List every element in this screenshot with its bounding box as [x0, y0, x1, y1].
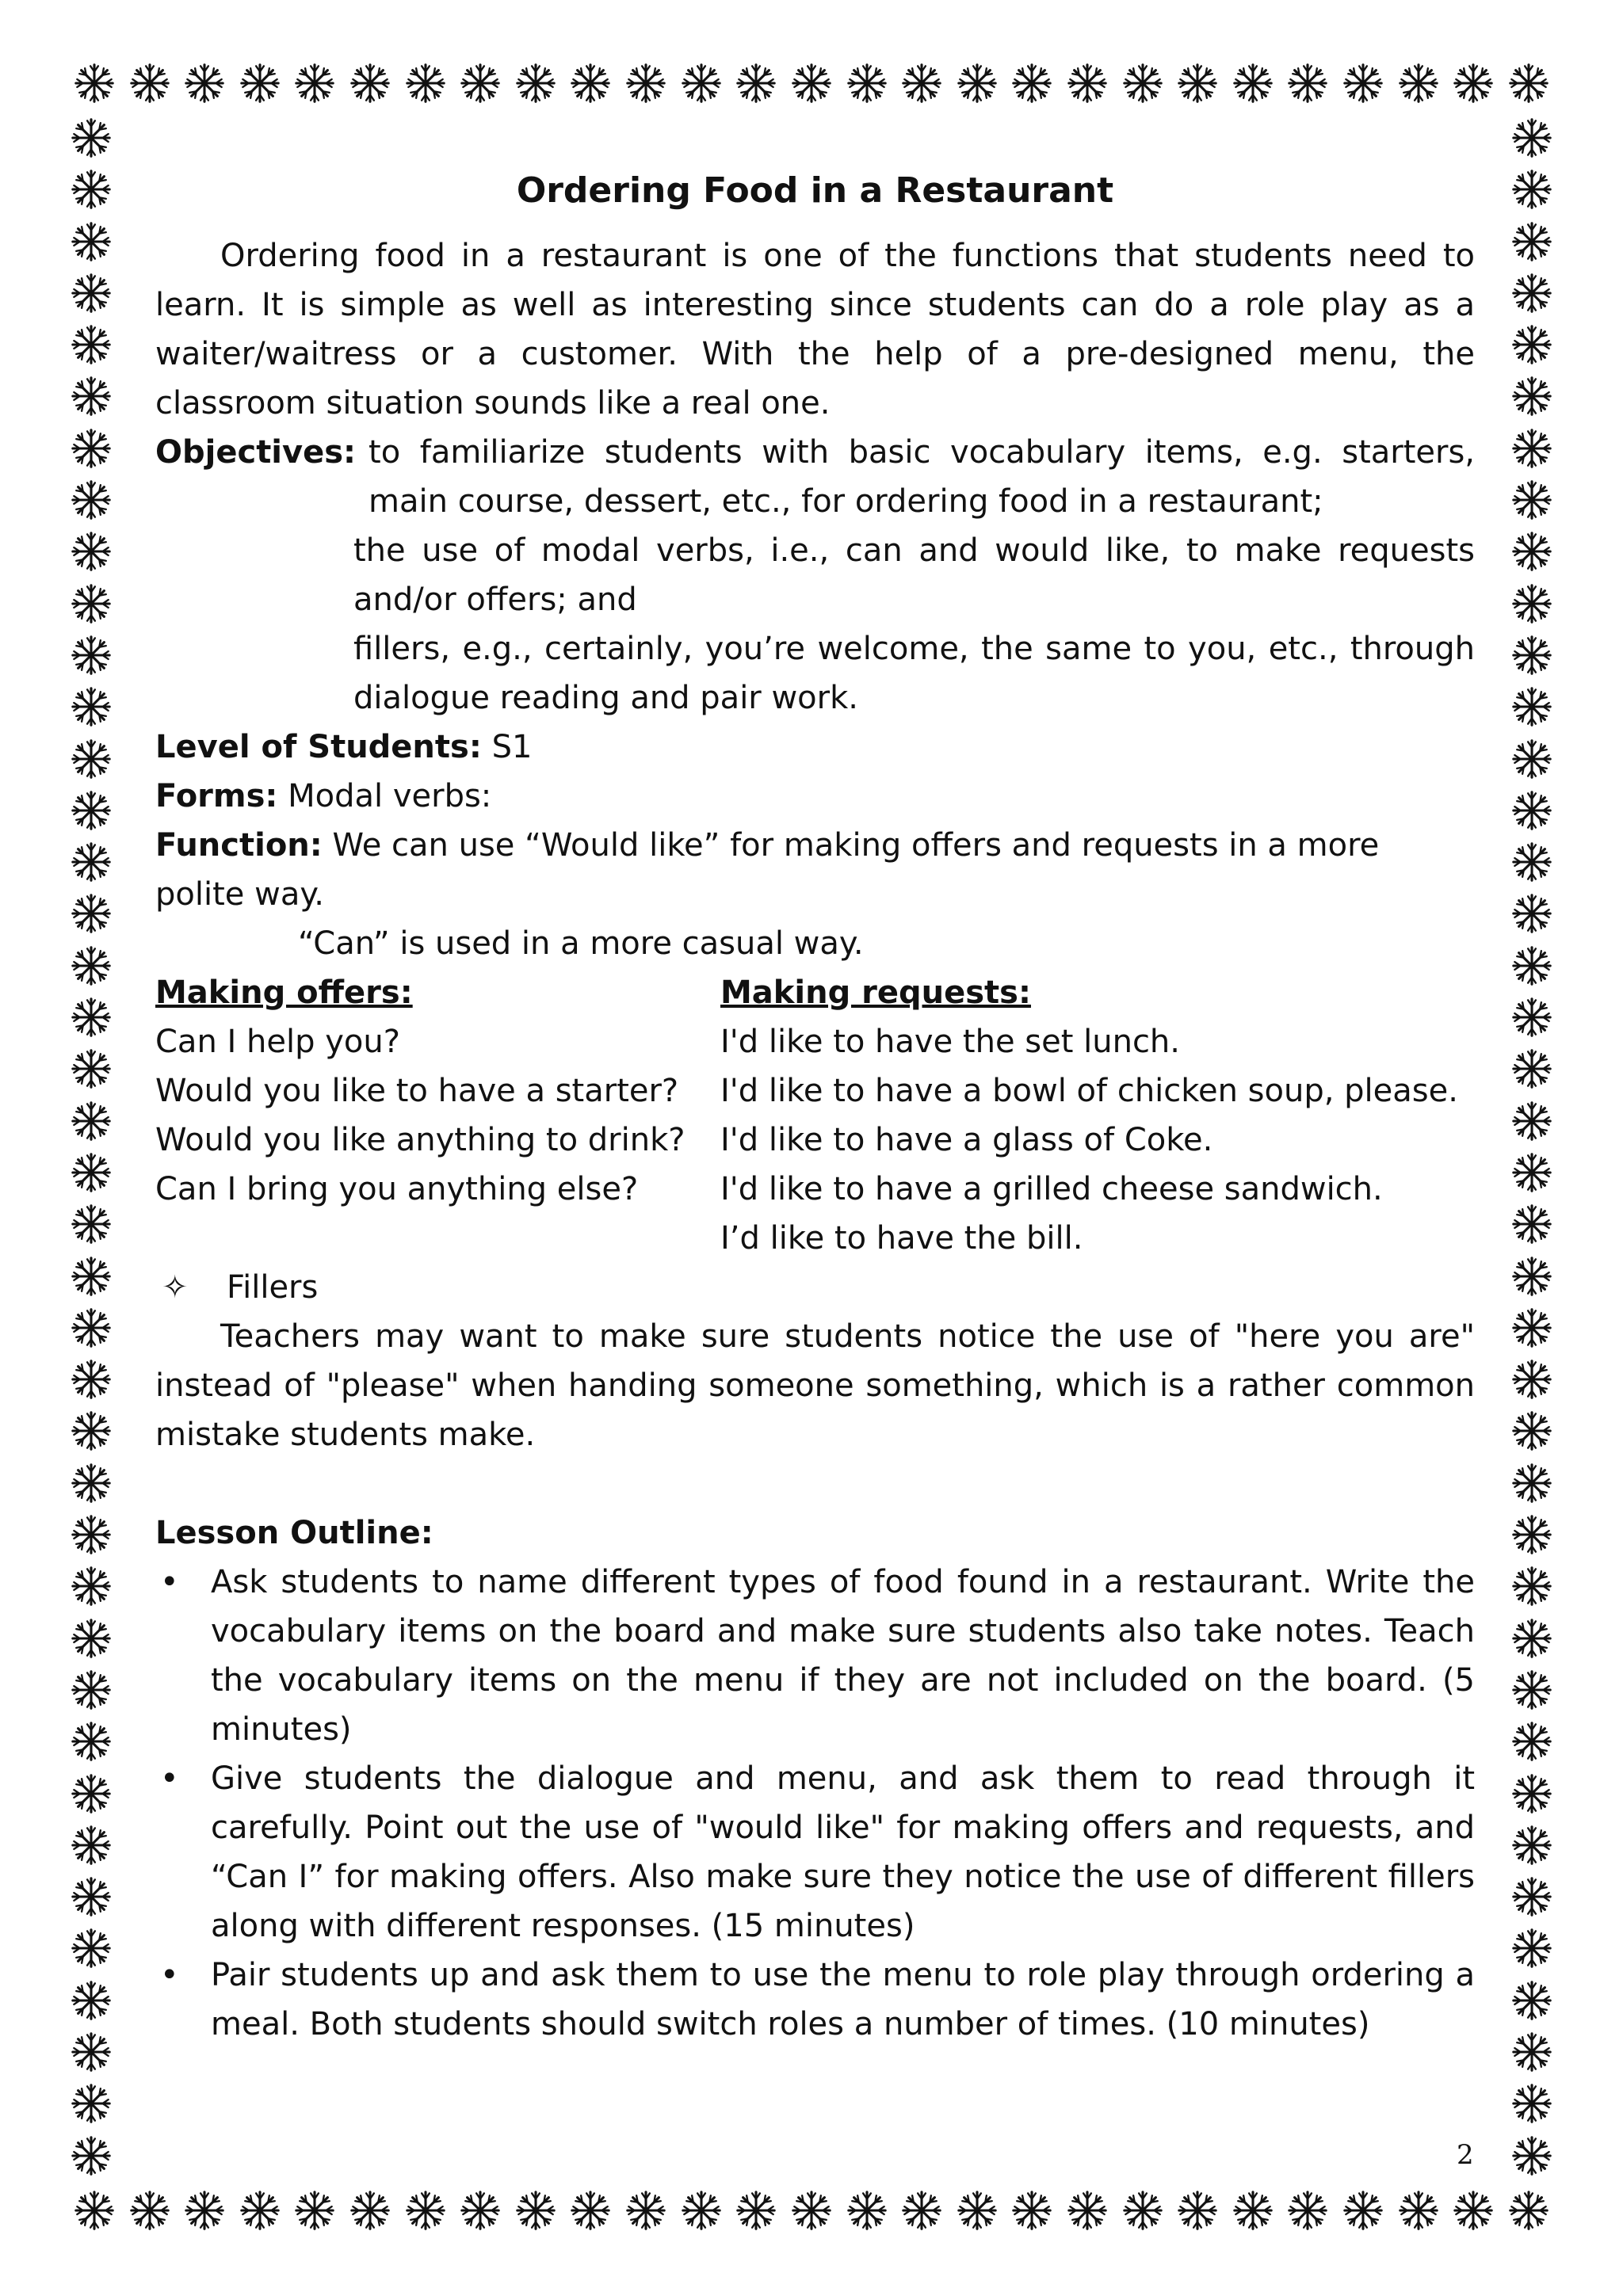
asterisk-flower-icon: [1509, 1874, 1555, 1920]
fillers-heading: Fillers: [227, 1269, 319, 1306]
asterisk-flower-icon: [1509, 1305, 1555, 1351]
asterisk-flower-icon: [1509, 1512, 1555, 1558]
asterisk-flower-icon: [68, 943, 114, 989]
function-line-2: “Can” is used in a more casual way.: [298, 925, 864, 962]
border-bottom: [71, 2183, 1552, 2238]
asterisk-flower-icon: [1064, 60, 1110, 106]
fillers-heading-row: [155, 1263, 1475, 1312]
asterisk-flower-icon: [237, 60, 283, 106]
asterisk-flower-icon: [678, 2187, 724, 2233]
asterisk-flower-icon: [1509, 1201, 1555, 1247]
asterisk-flower-icon: [1009, 60, 1055, 106]
asterisk-flower-icon: [68, 1150, 114, 1196]
page-title: Ordering Food in a Restaurant: [516, 170, 1114, 211]
asterisk-flower-icon: [1509, 684, 1555, 730]
asterisk-flower-icon: [127, 60, 173, 106]
asterisk-flower-icon: [1285, 2187, 1331, 2233]
asterisk-flower-icon: [1120, 60, 1166, 106]
request-item: I'd like to have a grilled cheese sandwich.: [720, 1171, 1383, 1207]
asterisk-flower-icon: [567, 2187, 613, 2233]
forms-label: Forms:: [155, 778, 278, 814]
asterisk-flower-icon: [1396, 60, 1442, 106]
asterisk-flower-icon: [1509, 1098, 1555, 1144]
asterisk-flower-icon: [68, 1771, 114, 1817]
asterisk-flower-icon: [1064, 2187, 1110, 2233]
asterisk-flower-icon: [181, 2187, 227, 2233]
requests-column: [720, 968, 1475, 1263]
asterisk-flower-icon: [181, 60, 227, 106]
asterisk-flower-icon: [68, 1408, 114, 1454]
asterisk-flower-icon: [68, 1822, 114, 1868]
asterisk-flower-icon: [1509, 1356, 1555, 1402]
asterisk-flower-icon: [899, 60, 945, 106]
asterisk-flower-icon: [1509, 373, 1555, 419]
objective-item: the use of modal verbs, i.e., can and would like, to make requests and/or offers; and: [353, 532, 1475, 618]
asterisk-flower-icon: [1509, 322, 1555, 368]
asterisk-flower-icon: [68, 166, 114, 212]
asterisk-flower-icon: [844, 60, 890, 106]
asterisk-flower-icon: [68, 994, 114, 1040]
asterisk-flower-icon: [1009, 2187, 1055, 2233]
asterisk-flower-icon: [1509, 2133, 1555, 2179]
asterisk-flower-icon: [68, 1201, 114, 1247]
offer-item: Can I help you?: [155, 1024, 400, 1060]
asterisk-flower-icon: [733, 2187, 779, 2233]
border-right: [1504, 115, 1560, 2179]
asterisk-flower-icon: [1509, 788, 1555, 833]
level-label: Level of Students:: [155, 729, 482, 765]
asterisk-flower-icon: [733, 60, 779, 106]
asterisk-flower-icon: [68, 1874, 114, 1920]
bullet-icon: •: [160, 1564, 179, 1600]
offers-requests-table: [155, 968, 1475, 1263]
asterisk-flower-icon: [457, 2187, 503, 2233]
request-item: I'd like to have a bowl of chicken soup, please.: [720, 1073, 1458, 1109]
list-item: [155, 1558, 1475, 1754]
asterisk-flower-icon: [1450, 60, 1496, 106]
asterisk-flower-icon: [68, 1356, 114, 1402]
asterisk-flower-icon: [1509, 1615, 1555, 1661]
asterisk-flower-icon: [1509, 1408, 1555, 1454]
asterisk-flower-icon: [1509, 891, 1555, 936]
function-line-1: We can use “Would like” for making offers and requests in a more polite way.: [155, 827, 1380, 913]
asterisk-flower-icon: [1506, 2187, 1552, 2233]
forms-value: Modal verbs:: [288, 778, 492, 814]
asterisk-flower-icon: [68, 528, 114, 574]
asterisk-flower-icon: [1509, 1771, 1555, 1817]
asterisk-flower-icon: [68, 1978, 114, 2023]
asterisk-flower-icon: [1509, 1822, 1555, 1868]
asterisk-flower-icon: [1509, 115, 1555, 161]
asterisk-flower-icon: [1174, 2187, 1220, 2233]
asterisk-flower-icon: [1509, 528, 1555, 574]
request-item: I'd like to have the set lunch.: [720, 1024, 1180, 1060]
asterisk-flower-icon: [457, 60, 503, 106]
objective-item: to familiarize students with basic vocabulary items, e.g. starters, main course, dessert, etc., for ordering food in a restaurant;: [369, 434, 1475, 520]
asterisk-flower-icon: [292, 60, 338, 106]
offer-item: Can I bring you anything else?: [155, 1171, 639, 1207]
asterisk-flower-icon: [68, 839, 114, 885]
lesson-outline-heading: Lesson Outline:: [155, 1515, 433, 1551]
asterisk-flower-icon: [347, 2187, 393, 2233]
asterisk-flower-icon: [68, 1460, 114, 1506]
asterisk-flower-icon: [789, 60, 834, 106]
asterisk-flower-icon: [68, 684, 114, 730]
intro-paragraph: Ordering food in a restaurant is one of the functions that students need to learn. It is simple as well as interesting since students can do a role play as a waiter/waitress or a customer. With the help of a pre-designed menu, the classroom situation sounds like a real one.: [155, 238, 1475, 421]
asterisk-flower-icon: [1450, 2187, 1496, 2233]
asterisk-flower-icon: [1506, 60, 1552, 106]
asterisk-flower-icon: [68, 1667, 114, 1713]
asterisk-flower-icon: [68, 270, 114, 316]
asterisk-flower-icon: [68, 115, 114, 161]
offers-heading: Making offers:: [155, 974, 413, 1011]
asterisk-flower-icon: [1509, 2081, 1555, 2126]
outline-item-text: Give students the dialogue and menu, and ask them to read through it carefully. Point out the use of "would like" for making offers and requests, and “Can I” for making offers. Also make sure they notice the use of different fillers along with different responses. (15 minutes): [211, 1760, 1475, 1944]
requests-heading: Making requests:: [720, 974, 1031, 1011]
asterisk-flower-icon: [1396, 2187, 1442, 2233]
asterisk-flower-icon: [1509, 1046, 1555, 1092]
asterisk-flower-icon: [68, 1925, 114, 1971]
asterisk-flower-icon: [567, 60, 613, 106]
asterisk-flower-icon: [789, 2187, 834, 2233]
asterisk-flower-icon: [1509, 1460, 1555, 1506]
request-item: I'd like to have a glass of Coke.: [720, 1122, 1213, 1158]
asterisk-flower-icon: [71, 2187, 117, 2233]
asterisk-flower-icon: [844, 2187, 890, 2233]
outline-item-text: Pair students up and ask them to use the menu to role play through ordering a meal. Both students should switch roles a number of times. (10 minutes): [211, 1957, 1475, 2042]
asterisk-flower-icon: [1509, 943, 1555, 989]
asterisk-flower-icon: [347, 60, 393, 106]
asterisk-flower-icon: [1509, 166, 1555, 212]
asterisk-flower-icon: [1509, 1253, 1555, 1299]
asterisk-flower-icon: [1509, 270, 1555, 316]
asterisk-flower-icon: [1509, 839, 1555, 885]
asterisk-flower-icon: [68, 2133, 114, 2179]
asterisk-flower-icon: [1509, 1925, 1555, 1971]
asterisk-flower-icon: [68, 1512, 114, 1558]
asterisk-flower-icon: [403, 60, 449, 106]
asterisk-flower-icon: [292, 2187, 338, 2233]
asterisk-flower-icon: [1174, 60, 1220, 106]
asterisk-flower-icon: [513, 2187, 559, 2233]
asterisk-flower-icon: [1509, 736, 1555, 782]
asterisk-flower-icon: [1509, 1718, 1555, 1764]
asterisk-flower-icon: [899, 2187, 945, 2233]
asterisk-flower-icon: [68, 1615, 114, 1661]
asterisk-flower-icon: [1509, 994, 1555, 1040]
asterisk-flower-icon: [1230, 2187, 1276, 2233]
list-item: [155, 1754, 1475, 1951]
lesson-outline-list: [155, 1558, 1475, 2049]
asterisk-flower-icon: [1285, 60, 1331, 106]
asterisk-flower-icon: [1509, 425, 1555, 471]
asterisk-flower-icon: [68, 581, 114, 627]
asterisk-flower-icon: [68, 891, 114, 936]
fillers-paragraph: Teachers may want to make sure students notice the use of "here you are" instead of "please" when handing someone something, which is a rather common mistake students make.: [155, 1318, 1475, 1453]
offer-item: Would you like anything to drink?: [155, 1122, 685, 1158]
asterisk-flower-icon: [954, 60, 1000, 106]
asterisk-flower-icon: [68, 736, 114, 782]
asterisk-flower-icon: [237, 2187, 283, 2233]
asterisk-flower-icon: [678, 60, 724, 106]
outline-item-text: Ask students to name different types of food found in a restaurant. Write the vocabulary items on the board and make sure students also take notes. Teach the vocabulary items on the menu if they are not included on the board. (5 minutes): [211, 1564, 1475, 1748]
asterisk-flower-icon: [1120, 2187, 1166, 2233]
asterisk-flower-icon: [68, 373, 114, 419]
asterisk-flower-icon: [1509, 219, 1555, 265]
function-label: Function:: [155, 827, 323, 864]
sparkle-bullet-icon: ✧: [162, 1269, 189, 1306]
border-top: [71, 55, 1552, 111]
asterisk-flower-icon: [954, 2187, 1000, 2233]
asterisk-flower-icon: [68, 322, 114, 368]
asterisk-flower-icon: [127, 2187, 173, 2233]
asterisk-flower-icon: [71, 60, 117, 106]
asterisk-flower-icon: [1509, 477, 1555, 523]
asterisk-flower-icon: [1509, 632, 1555, 678]
asterisk-flower-icon: [68, 2029, 114, 2075]
objectives-label: Objectives:: [155, 434, 357, 471]
asterisk-flower-icon: [68, 2081, 114, 2126]
asterisk-flower-icon: [68, 1718, 114, 1764]
asterisk-flower-icon: [68, 1098, 114, 1144]
request-item: I’d like to have the bill.: [720, 1220, 1083, 1257]
list-item: [155, 1951, 1475, 2049]
asterisk-flower-icon: [68, 1253, 114, 1299]
asterisk-flower-icon: [1509, 1563, 1555, 1609]
level-value: S1: [491, 729, 533, 765]
asterisk-flower-icon: [68, 477, 114, 523]
asterisk-flower-icon: [68, 1046, 114, 1092]
asterisk-flower-icon: [513, 60, 559, 106]
objectives-row: [155, 428, 1475, 526]
page-number: 2: [1457, 2139, 1474, 2171]
asterisk-flower-icon: [68, 425, 114, 471]
asterisk-flower-icon: [623, 2187, 669, 2233]
asterisk-flower-icon: [403, 2187, 449, 2233]
asterisk-flower-icon: [623, 60, 669, 106]
asterisk-flower-icon: [1509, 1978, 1555, 2023]
forms-row: [155, 772, 1475, 821]
asterisk-flower-icon: [68, 632, 114, 678]
asterisk-flower-icon: [68, 219, 114, 265]
level-row: [155, 723, 1475, 772]
objective-item: fillers, e.g., certainly, you’re welcome, the same to you, etc., through dialogue reading and pair work.: [353, 631, 1475, 716]
document-body: [155, 166, 1475, 2049]
asterisk-flower-icon: [1340, 2187, 1386, 2233]
asterisk-flower-icon: [1340, 60, 1386, 106]
asterisk-flower-icon: [1509, 1150, 1555, 1196]
asterisk-flower-icon: [68, 1305, 114, 1351]
asterisk-flower-icon: [1509, 581, 1555, 627]
asterisk-flower-icon: [68, 788, 114, 833]
bullet-icon: •: [160, 1957, 179, 1993]
border-left: [63, 115, 119, 2179]
asterisk-flower-icon: [1509, 1667, 1555, 1713]
bullet-icon: •: [160, 1760, 179, 1797]
asterisk-flower-icon: [68, 1563, 114, 1609]
offer-item: Would you like to have a starter?: [155, 1073, 679, 1109]
asterisk-flower-icon: [1509, 2029, 1555, 2075]
asterisk-flower-icon: [1230, 60, 1276, 106]
function-row: [155, 821, 1475, 919]
offers-column: [155, 968, 720, 1263]
